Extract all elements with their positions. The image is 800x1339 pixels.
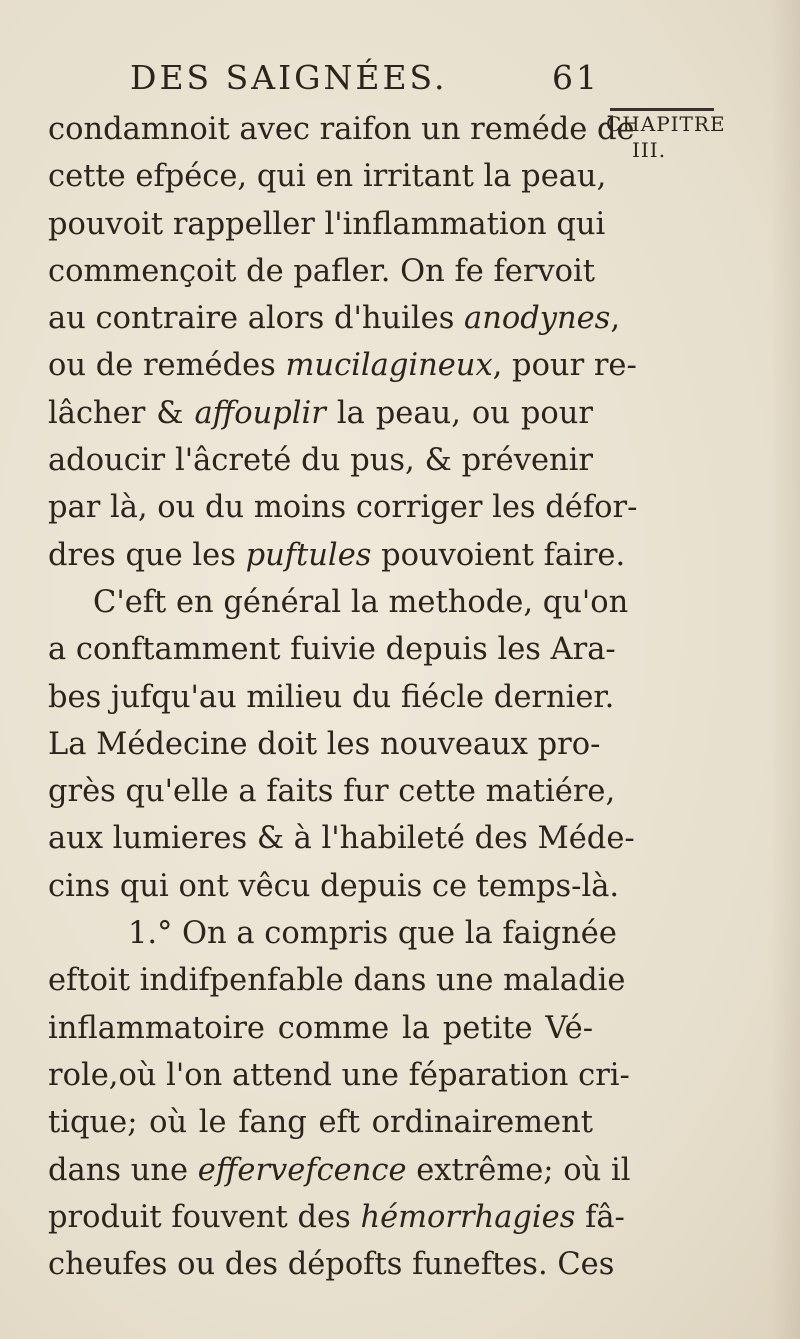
text-line — [48, 437, 593, 484]
text-line — [48, 910, 617, 957]
text-segment: par là, ou du moins corriger les défor- — [48, 490, 638, 526]
text-line — [48, 390, 593, 437]
text-segment: eftoit indifpenfable dans une maladie — [48, 963, 626, 999]
text-segment: adoucir l'âcreté du pus, & prévenir — [48, 443, 593, 479]
text-line — [48, 579, 629, 626]
text-segment: cins qui ont vêcu depuis ce temps-là. — [48, 868, 620, 904]
text-segment: dres que les — [48, 537, 246, 573]
text-line — [48, 957, 626, 1004]
text-segment: aux lumieres & à l'habileté des Méde- — [48, 821, 635, 857]
text-segment: , — [610, 301, 621, 337]
text-segment: , pour re- — [492, 348, 637, 384]
text-line — [48, 1052, 630, 1099]
text-segment: La Médecine doit les nouveaux pro- — [48, 726, 601, 762]
text-line — [48, 1194, 625, 1241]
text-line — [48, 768, 616, 815]
text-line — [48, 295, 621, 342]
italic-text: affouplir — [194, 395, 326, 431]
text-line — [48, 626, 616, 673]
text-line — [48, 863, 620, 910]
text-segment: extrême; où il — [406, 1152, 631, 1188]
text-line — [48, 674, 615, 721]
margin-note — [606, 112, 766, 162]
text-line — [48, 532, 626, 579]
text-segment: condamnoit avec raifon un reméde de — [48, 112, 635, 147]
text-line — [48, 484, 638, 531]
text-line — [48, 153, 607, 200]
text-segment: a conftamment fuivie depuis les Ara- — [48, 632, 616, 668]
italic-text: effervefcence — [197, 1152, 407, 1188]
running-head — [130, 58, 600, 102]
text-segment: cheufes ou des dépofts funeftes. Ces — [48, 1247, 615, 1283]
text-segment: cette efpéce, qui en irritant la peau, — [48, 159, 607, 195]
text-segment: fâ- — [575, 1199, 625, 1235]
text-segment: pouvoit rappeller l'inflammation qui — [48, 206, 606, 242]
margin-rule — [610, 108, 714, 111]
text-line — [48, 1005, 593, 1052]
text-line — [48, 721, 601, 768]
text-segment: bes jufqu'au milieu du fiécle dernier. — [48, 679, 615, 715]
italic-text: anodynes — [464, 301, 611, 337]
text-segment: la peau, ou pour — [325, 395, 593, 431]
body-text — [48, 106, 638, 1288]
text-segment: lâcher & — [48, 395, 195, 431]
gutter-shadow — [770, 0, 800, 1339]
page-number: 61 — [552, 58, 600, 97]
italic-text: mucilagineux — [285, 348, 493, 384]
text-line — [48, 342, 637, 389]
text-segment: role,où l'on attend une féparation cri- — [48, 1057, 630, 1093]
text-segment: tique; où le fang eft ordinairement — [48, 1105, 593, 1141]
text-line — [48, 1241, 615, 1288]
text-line — [48, 248, 596, 295]
text-line — [48, 106, 635, 153]
text-segment: dans une — [48, 1152, 198, 1188]
margin-chapter-label: CHAPITRE — [606, 112, 726, 136]
margin-chapter-number: III. — [632, 138, 667, 162]
text-line — [48, 1147, 631, 1194]
text-line — [48, 1099, 593, 1146]
text-line — [48, 201, 606, 248]
running-title: DES SAIGNÉES. — [130, 58, 448, 97]
text-segment: C'eft en général la methode, qu'on — [93, 584, 629, 620]
text-segment: produit fouvent des — [48, 1199, 361, 1235]
text-segment: inflammatoire comme la petite Vé- — [48, 1010, 593, 1046]
text-segment: ou de remédes — [48, 348, 286, 384]
italic-text: puftules — [245, 537, 372, 573]
italic-text: hémorrhagies — [360, 1199, 576, 1235]
text-segment: 1.° On a compris que la faignée — [128, 916, 617, 952]
text-segment: grès qu'elle a faits fur cette matiére, — [48, 774, 616, 810]
text-line — [48, 815, 635, 862]
text-segment: pouvoient faire. — [371, 537, 626, 573]
text-segment: commençoit de pafler. On fe fervoit — [48, 253, 596, 289]
text-segment: au contraire alors d'huiles — [48, 301, 465, 337]
